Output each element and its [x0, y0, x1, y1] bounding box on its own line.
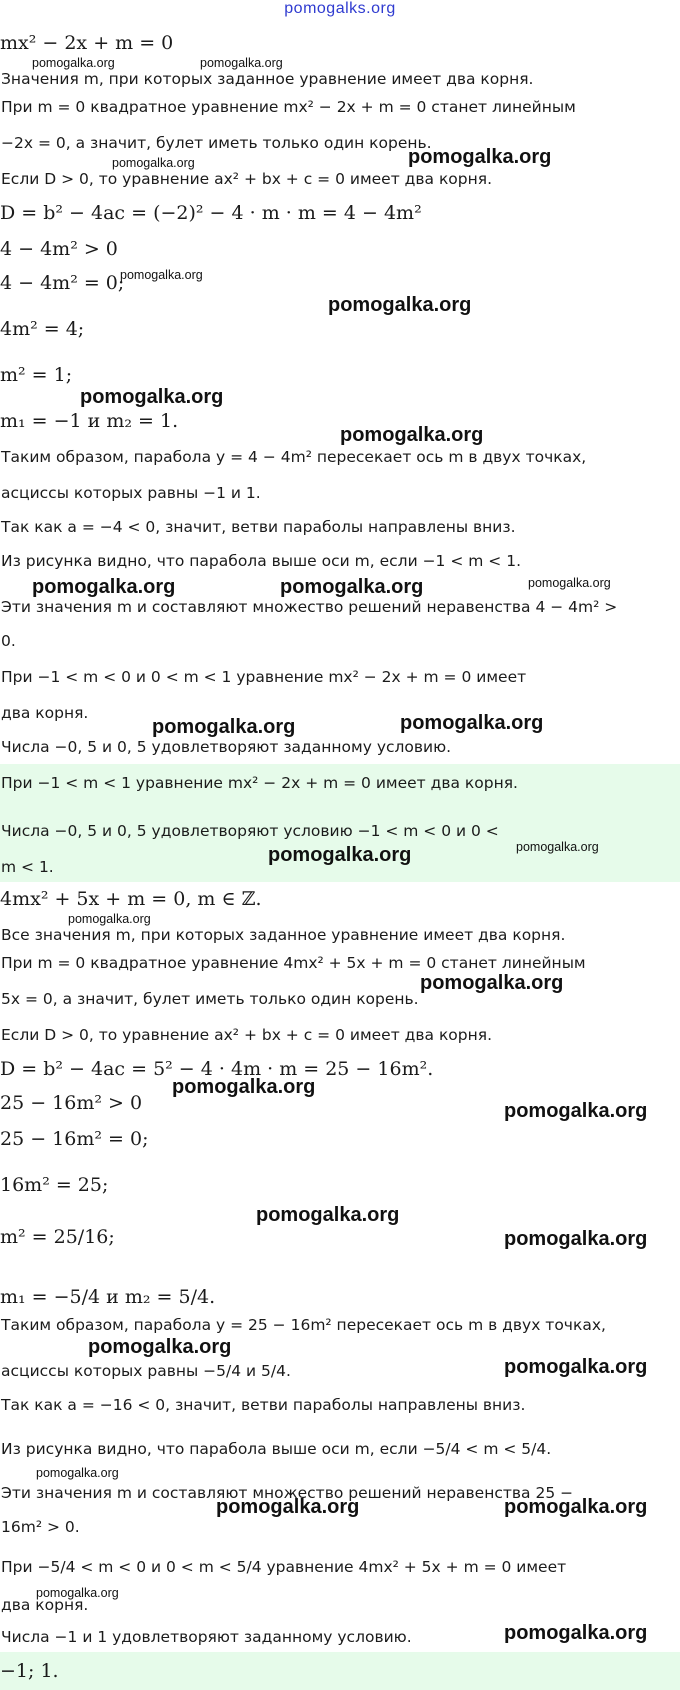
watermark: pomogalka.org [120, 268, 203, 282]
text-line: Числа −0, 5 и 0, 5 удовлетворяют заданному условию. [1, 738, 452, 756]
formula-line: 4 − 4m² > 0 [0, 238, 118, 260]
formula-line: D = b² − 4ac = 5² − 4 · 4m · m = 25 − 16m². [0, 1058, 434, 1080]
text-line: При m = 0 квадратное уравнение mx² − 2x + m = 0 станет линейным [1, 98, 576, 116]
watermark: pomogalka.org [340, 424, 484, 446]
text-line: 5x = 0, а значит, булет иметь только один корень. [1, 990, 419, 1008]
equation-2: 4mx² + 5x + m = 0, m ∈ ℤ. [0, 888, 262, 910]
text-line: асциссы которых равны −5/4 и 5/4. [1, 1362, 291, 1380]
formula-line: D = b² − 4ac = (−2)² − 4 · m · m = 4 − 4m² [0, 202, 422, 224]
formula-line: 25 − 16m² > 0 [0, 1092, 143, 1114]
watermark: pomogalka.org [504, 1100, 648, 1122]
text-line: −2x = 0, а значит, булет иметь только один корень. [1, 134, 432, 152]
text-line: Эти значения m и составляют множество решений неравенства 4 − 4m² > [1, 598, 618, 616]
watermark: pomogalka.org [420, 972, 564, 994]
answer-line: m < 1. [1, 858, 54, 876]
watermark: pomogalka.org [80, 386, 224, 408]
watermark: pomogalka.org [200, 56, 283, 70]
text-line: Таким образом, парабола y = 25 − 16m² пересекает ось m в двух точках, [1, 1316, 606, 1334]
watermark: pomogalka.org [216, 1496, 360, 1518]
watermark: pomogalka.org [400, 712, 544, 734]
equation-1: mx² − 2x + m = 0 [0, 32, 174, 54]
text-line: Из рисунка видно, что парабола выше оси m, если −1 < m < 1. [1, 552, 521, 570]
text-line: Если D > 0, то уравнение ax² + bx + c = 0 имеет два корня. [1, 1026, 493, 1044]
text-line: 16m² > 0. [1, 1518, 80, 1536]
watermark: pomogalka.org [36, 1466, 119, 1480]
text-line: Эти значения m и составляют множество решений неравенства 25 − [1, 1484, 574, 1502]
watermark: pomogalka.org [408, 146, 552, 168]
watermark: pomogalka.org [32, 576, 176, 598]
answer-line: При −1 < m < 1 уравнение mx² − 2x + m = 0 имеет два корня. [1, 774, 518, 792]
watermark: pomogalka.org [528, 576, 611, 590]
text-line: 0. [1, 632, 16, 650]
text-line: Из рисунка видно, что парабола выше оси m, если −5/4 < m < 5/4. [1, 1440, 552, 1458]
text-line: Числа −1 и 1 удовлетворяют заданному условию. [1, 1628, 412, 1646]
text-line: асциссы которых равны −1 и 1. [1, 484, 261, 502]
formula-line: 4 − 4m² = 0; [0, 272, 125, 294]
watermark: pomogalka.org [504, 1622, 648, 1644]
final-answer: −1; 1. [0, 1660, 59, 1682]
text-line: Значения m, при которых заданное уравнение имеет два корня. [1, 70, 534, 88]
formula-line: m² = 25/16; [0, 1226, 115, 1248]
formula-line: m₁ = −5/4 и m₂ = 5/4. [0, 1286, 216, 1308]
watermark: pomogalka.org [516, 840, 599, 854]
formula-line: m² = 1; [0, 364, 73, 386]
answer-line: Числа −0, 5 и 0, 5 удовлетворяют условию −1 < m < 0 и 0 < [1, 822, 499, 840]
watermark: pomogalka.org [280, 576, 424, 598]
watermark: pomogalka.org [152, 716, 296, 738]
formula-line: m₁ = −1 и m₂ = 1. [0, 410, 179, 432]
text-line: При −1 < m < 0 и 0 < m < 1 уравнение mx² − 2x + m = 0 имеет [1, 668, 527, 686]
watermark: pomogalka.org [36, 1586, 119, 1600]
watermark: pomogalka.org [68, 912, 151, 926]
watermark: pomogalka.org [504, 1496, 648, 1518]
text-line: два корня. [1, 1596, 89, 1614]
watermark: pomogalka.org [268, 844, 412, 866]
text-line: Таким образом, парабола y = 4 − 4m² пересекает ось m в двух точках, [1, 448, 587, 466]
watermark: pomogalka.org [112, 156, 195, 170]
text-line: При −5/4 < m < 0 и 0 < m < 5/4 уравнение 4mx² + 5x + m = 0 имеет [1, 1558, 567, 1576]
text-line: Если D > 0, то уравнение ax² + bx + c = 0 имеет два корня. [1, 170, 493, 188]
watermark: pomogalka.org [504, 1228, 648, 1250]
site-brand[interactable]: pomogalks.org [284, 0, 396, 17]
formula-line: 4m² = 4; [0, 318, 85, 340]
formula-line: 16m² = 25; [0, 1174, 109, 1196]
watermark: pomogalka.org [256, 1204, 400, 1226]
text-line: Так как a = −4 < 0, значит, ветви параболы направлены вниз. [1, 518, 516, 536]
formula-line: 25 − 16m² = 0; [0, 1128, 149, 1150]
text-line: Все значения m, при которых заданное уравнение имеет два корня. [1, 926, 566, 944]
watermark: pomogalka.org [328, 294, 472, 316]
watermark: pomogalka.org [32, 56, 115, 70]
watermark: pomogalka.org [504, 1356, 648, 1378]
text-line: Так как a = −16 < 0, значит, ветви параболы направлены вниз. [1, 1396, 526, 1414]
watermark: pomogalka.org [88, 1336, 232, 1358]
watermark: pomogalka.org [172, 1076, 316, 1098]
text-line: При m = 0 квадратное уравнение 4mx² + 5x + m = 0 станет линейным [1, 954, 586, 972]
text-line: два корня. [1, 704, 89, 722]
